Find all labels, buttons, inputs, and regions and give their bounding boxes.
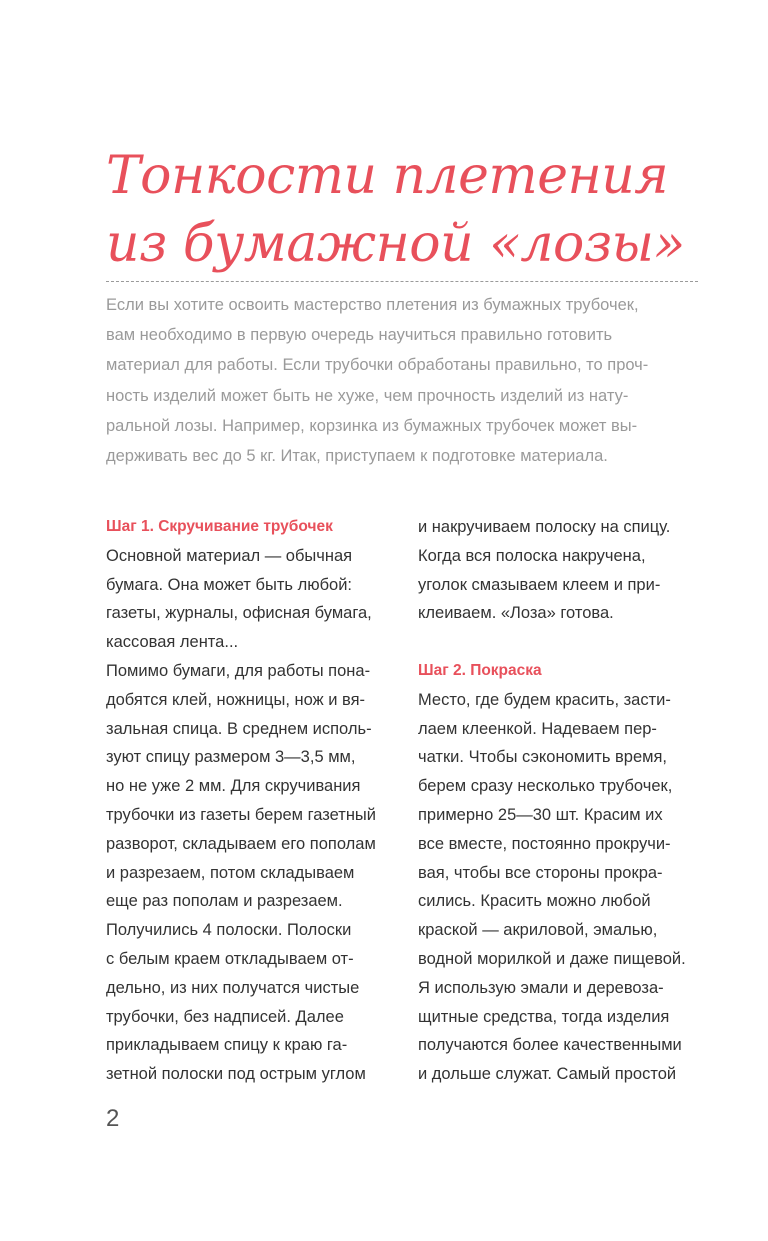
body-line: зуют спицу размером 3—3,5 мм, — [106, 748, 356, 767]
body-line: клеиваем. «Лоза» готова. — [418, 604, 614, 623]
body-line: Помимо бумаги, для работы пона- — [106, 661, 371, 680]
body-line: бумага. Она может быть любой: — [106, 575, 353, 594]
step1-heading: Шаг 1. Скручивание трубочек — [106, 518, 333, 535]
title-divider — [106, 281, 698, 282]
body-line: получаются более качественными — [418, 1036, 682, 1055]
body-line: водной морилкой и даже пищевой. — [418, 949, 686, 968]
body-line: с белым краем откладываем от- — [106, 949, 354, 968]
section-gap — [418, 628, 698, 657]
body-line: но не уже 2 мм. Для скручивания — [106, 777, 361, 796]
body-line: трубочки из газеты берем газетный — [106, 805, 377, 824]
body-line: вая, чтобы все стороны прокра- — [418, 863, 663, 882]
body-line: еще раз пополам и разрезаем. — [106, 892, 343, 911]
intro-line: вам необходимо в первую очередь научиться правильно готовить — [106, 326, 613, 345]
intro-line: материал для работы. Если трубочки обработаны правильно, то проч- — [106, 356, 649, 375]
body-line: Когда вся полоска накручена, — [418, 546, 646, 565]
step2-heading: Шаг 2. Покраска — [418, 661, 542, 679]
body-line: газеты, журналы, офисная бумага, — [106, 604, 372, 623]
page-title — [106, 142, 685, 278]
intro-line: ность изделий может быть не хуже, чем прочность изделий из нату- — [106, 386, 629, 405]
body-line: и дольше служат. Самый простой — [418, 1065, 677, 1084]
intro-paragraph — [106, 290, 698, 471]
page-title-line-1: Тонкости плетения — [106, 146, 669, 206]
body-line: трубочки, без надписей. Далее — [106, 1007, 344, 1026]
intro-line: держивать вес до 5 кг. Итак, приступаем к подготовке материала. — [106, 447, 608, 466]
body-line: разворот, складываем его пополам — [106, 834, 376, 853]
body-line: все вместе, постоянно прокручи- — [418, 834, 671, 853]
body-line: уголок смазываем клеем и при- — [418, 575, 661, 594]
body-line: и накручиваем полоску на спицу. — [418, 518, 671, 536]
left-column — [106, 513, 386, 1089]
body-line: лаем клеенкой. Надеваем пер- — [418, 719, 657, 738]
body-line: Получились 4 полоски. Полоски — [106, 921, 352, 940]
body-line: кассовая лента... — [106, 633, 239, 652]
body-line: Место, где будем красить, засти- — [418, 690, 671, 709]
body-line: краской — акриловой, эмалью, — [418, 921, 658, 940]
page-number: 2 — [106, 1105, 120, 1132]
body-line: добятся клей, ножницы, нож и вя- — [106, 690, 366, 709]
right-column — [418, 513, 698, 1089]
body-line: зальная спица. В среднем исполь- — [106, 719, 372, 738]
body-line: зетной полоски под острым углом — [106, 1065, 366, 1084]
body-line: берем сразу несколько трубочек, — [418, 777, 673, 796]
body-line: дельно, из них получатся чистые — [106, 978, 360, 997]
body-line: щитные средства, тогда изделия — [418, 1007, 670, 1026]
body-line: Основной материал — обычная — [106, 546, 353, 565]
body-line: и разрезаем, потом складываем — [106, 863, 355, 882]
body-line: примерно 25—30 шт. Красим их — [418, 805, 663, 824]
body-line: сились. Красить можно любой — [418, 892, 651, 911]
body-line: чатки. Чтобы сэкономить время, — [418, 748, 668, 767]
intro-line: Если вы хотите освоить мастерство плетения из бумажных трубочек, — [106, 296, 639, 314]
page-title-line-2: из бумажной «лозы» — [106, 214, 685, 274]
body-line: Я использую эмали и деревоза- — [418, 978, 664, 997]
intro-line: ральной лозы. Например, корзинка из бумажных трубочек может вы- — [106, 416, 638, 435]
body-line: прикладываем спицу к краю га- — [106, 1036, 348, 1055]
